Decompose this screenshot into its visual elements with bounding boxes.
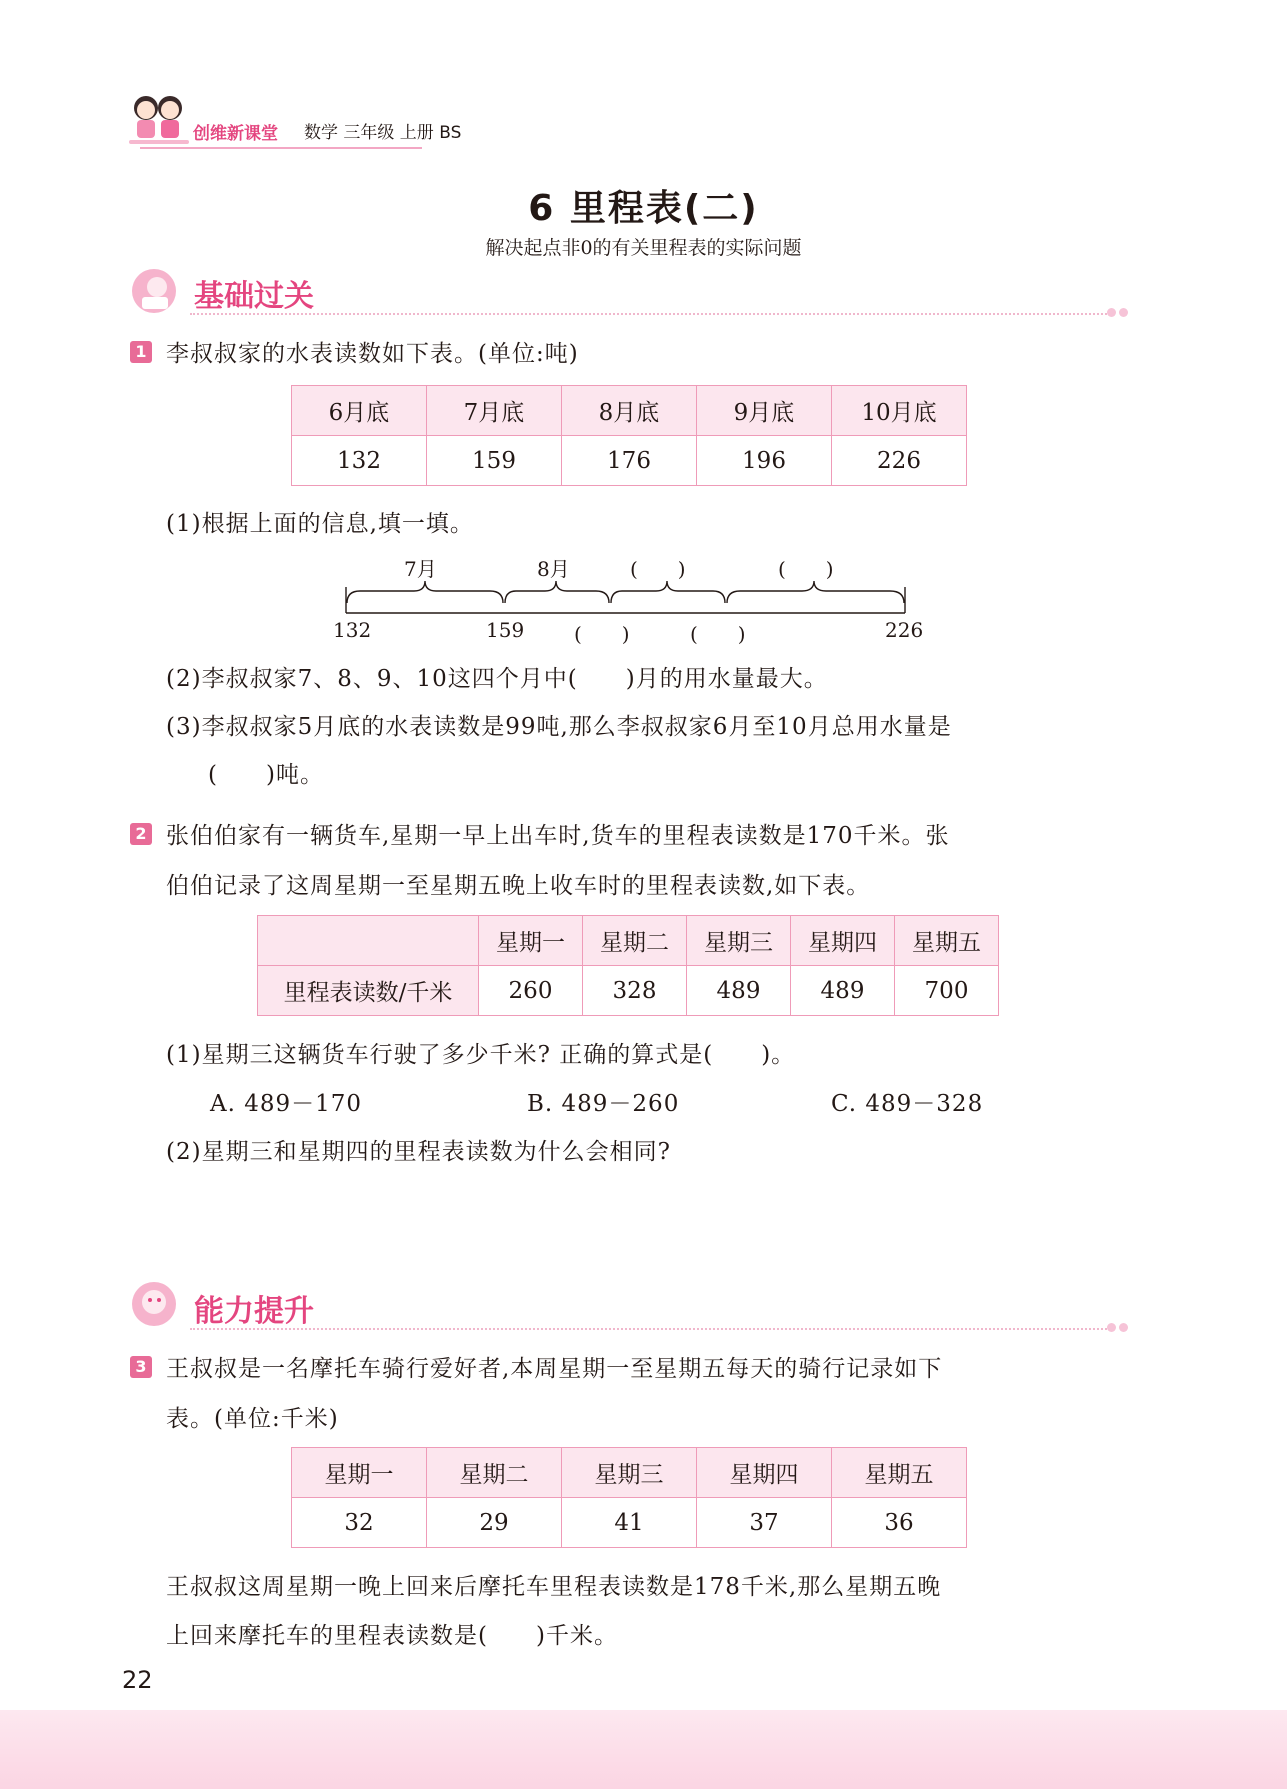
table-header-cell: 星期一 <box>292 1448 427 1498</box>
table-header-cell: 星期五 <box>895 916 999 966</box>
basic-section-title: 基础过关 <box>194 279 314 314</box>
header-underline <box>140 147 422 149</box>
table-cell: 489 <box>687 966 791 1016</box>
table-cell: 260 <box>479 966 583 1016</box>
q1-text: 李叔叔家的水表读数如下表。(单位:吨) <box>166 341 579 367</box>
q3-line4: 上回来摩托车的里程表读数是( )千米。 <box>166 1623 618 1649</box>
table-header-cell: 9月底 <box>697 386 832 436</box>
table-header-cell: 10月底 <box>832 386 967 436</box>
table-row <box>258 966 999 1016</box>
header-mascot-icon <box>124 88 194 150</box>
q1-sub2: (2)李叔叔家7、8、9、10这四个月中( )月的用水量最大。 <box>166 666 828 692</box>
q2-line1: 张伯伯家有一辆货车,星期一早上出车时,货车的里程表读数是170千米。张 <box>166 823 950 849</box>
table-cell: 176 <box>562 436 697 486</box>
table-header-cell: 星期四 <box>791 916 895 966</box>
table-header-cell: 7月底 <box>427 386 562 436</box>
table-header-row <box>258 916 999 966</box>
table-cell: 36 <box>832 1498 967 1548</box>
table-header-row <box>292 386 967 436</box>
question-number-3: 3 <box>130 1356 152 1378</box>
table-cell: 37 <box>697 1498 832 1548</box>
table-cell: 159 <box>427 436 562 486</box>
table-cell: 700 <box>895 966 999 1016</box>
advanced-section-dots <box>1104 1317 1128 1336</box>
table-header-cell: 星期二 <box>427 1448 562 1498</box>
table-header-cell: 8月底 <box>562 386 697 436</box>
q1-sub3-line1: (3)李叔叔家5月底的水表读数是99吨,那么李叔叔家6月至10月总用水量是 <box>166 714 952 740</box>
header-meta: 数学 三年级 上册 BS <box>304 123 462 143</box>
table-cell: 489 <box>791 966 895 1016</box>
table-cell: 328 <box>583 966 687 1016</box>
diagram-top-label: ( ) <box>630 557 686 581</box>
table-cell: 196 <box>697 436 832 486</box>
table-cell: 29 <box>427 1498 562 1548</box>
q3-line3: 王叔叔这周星期一晚上回来后摩托车里程表读数是178千米,那么星期五晚 <box>166 1574 942 1600</box>
diagram-bottom-label: 226 <box>885 618 924 642</box>
table-header-cell: 星期三 <box>562 1448 697 1498</box>
basic-section-icon <box>130 267 182 315</box>
table-cell: 132 <box>292 436 427 486</box>
q3-line1: 王叔叔是一名摩托车骑行爱好者,本周星期一至星期五每天的骑行记录如下 <box>166 1356 943 1382</box>
table-cell: 32 <box>292 1498 427 1548</box>
q2-option-b: B. 489－260 <box>527 1091 680 1117</box>
table-header-cell: 星期三 <box>687 916 791 966</box>
table-row-label: 里程表读数/千米 <box>258 966 479 1016</box>
q2-line2: 伯伯记录了这周星期一至星期五晚上收车时的里程表读数,如下表。 <box>166 873 871 899</box>
q1-sub3-line2: ( )吨。 <box>208 762 324 788</box>
table-cell: 226 <box>832 436 967 486</box>
lesson-title: 6 里程表(二) <box>528 188 759 229</box>
q2-option-a: A. 489－170 <box>210 1091 363 1117</box>
diagram-bottom-label: 159 <box>486 618 525 642</box>
q2-sub2: (2)星期三和星期四的里程表读数为什么会相同? <box>166 1139 671 1165</box>
diagram-top-label: 8月 <box>537 557 570 581</box>
lesson-subtitle: 解决起点非0的有关里程表的实际问题 <box>485 237 802 259</box>
q1-sub1: (1)根据上面的信息,填一填。 <box>166 511 474 537</box>
question-number-2: 2 <box>130 823 152 845</box>
advanced-section-icon <box>130 1280 182 1328</box>
q2-sub1: (1)星期三这辆货车行驶了多少千米? 正确的算式是( )。 <box>166 1042 796 1068</box>
q2-odometer-table <box>257 915 999 1016</box>
q2-option-c: C. 489－328 <box>831 1091 984 1117</box>
table-header-row <box>292 1448 967 1498</box>
table-header-cell: 星期二 <box>583 916 687 966</box>
advanced-section-divider <box>190 1328 1110 1330</box>
basic-section-dots <box>1104 302 1128 321</box>
diagram-top-label: ( ) <box>778 557 834 581</box>
header-brand: 创维新课堂 <box>193 124 278 144</box>
table-row <box>292 1498 967 1548</box>
question-number-1: 1 <box>130 341 152 363</box>
q1-water-table <box>291 385 967 486</box>
basic-section-divider <box>190 313 1110 315</box>
table-row <box>292 436 967 486</box>
table-header-cell: 星期五 <box>832 1448 967 1498</box>
page-number: 22 <box>122 1666 153 1694</box>
q3-line2: 表。(单位:千米) <box>166 1406 339 1432</box>
advanced-section-title: 能力提升 <box>194 1294 314 1329</box>
table-header-cell: 星期四 <box>697 1448 832 1498</box>
table-header-cell: 6月底 <box>292 386 427 436</box>
q3-ride-table <box>291 1447 967 1548</box>
footer-band <box>0 1710 1287 1789</box>
table-header-cell: 星期一 <box>479 916 583 966</box>
diagram-bottom-label: ( ) <box>690 622 746 646</box>
diagram-bottom-label: ( ) <box>574 622 630 646</box>
table-corner-cell <box>258 916 479 966</box>
diagram-bottom-label: 132 <box>333 618 372 642</box>
table-cell: 41 <box>562 1498 697 1548</box>
diagram-top-label: 7月 <box>404 557 437 581</box>
